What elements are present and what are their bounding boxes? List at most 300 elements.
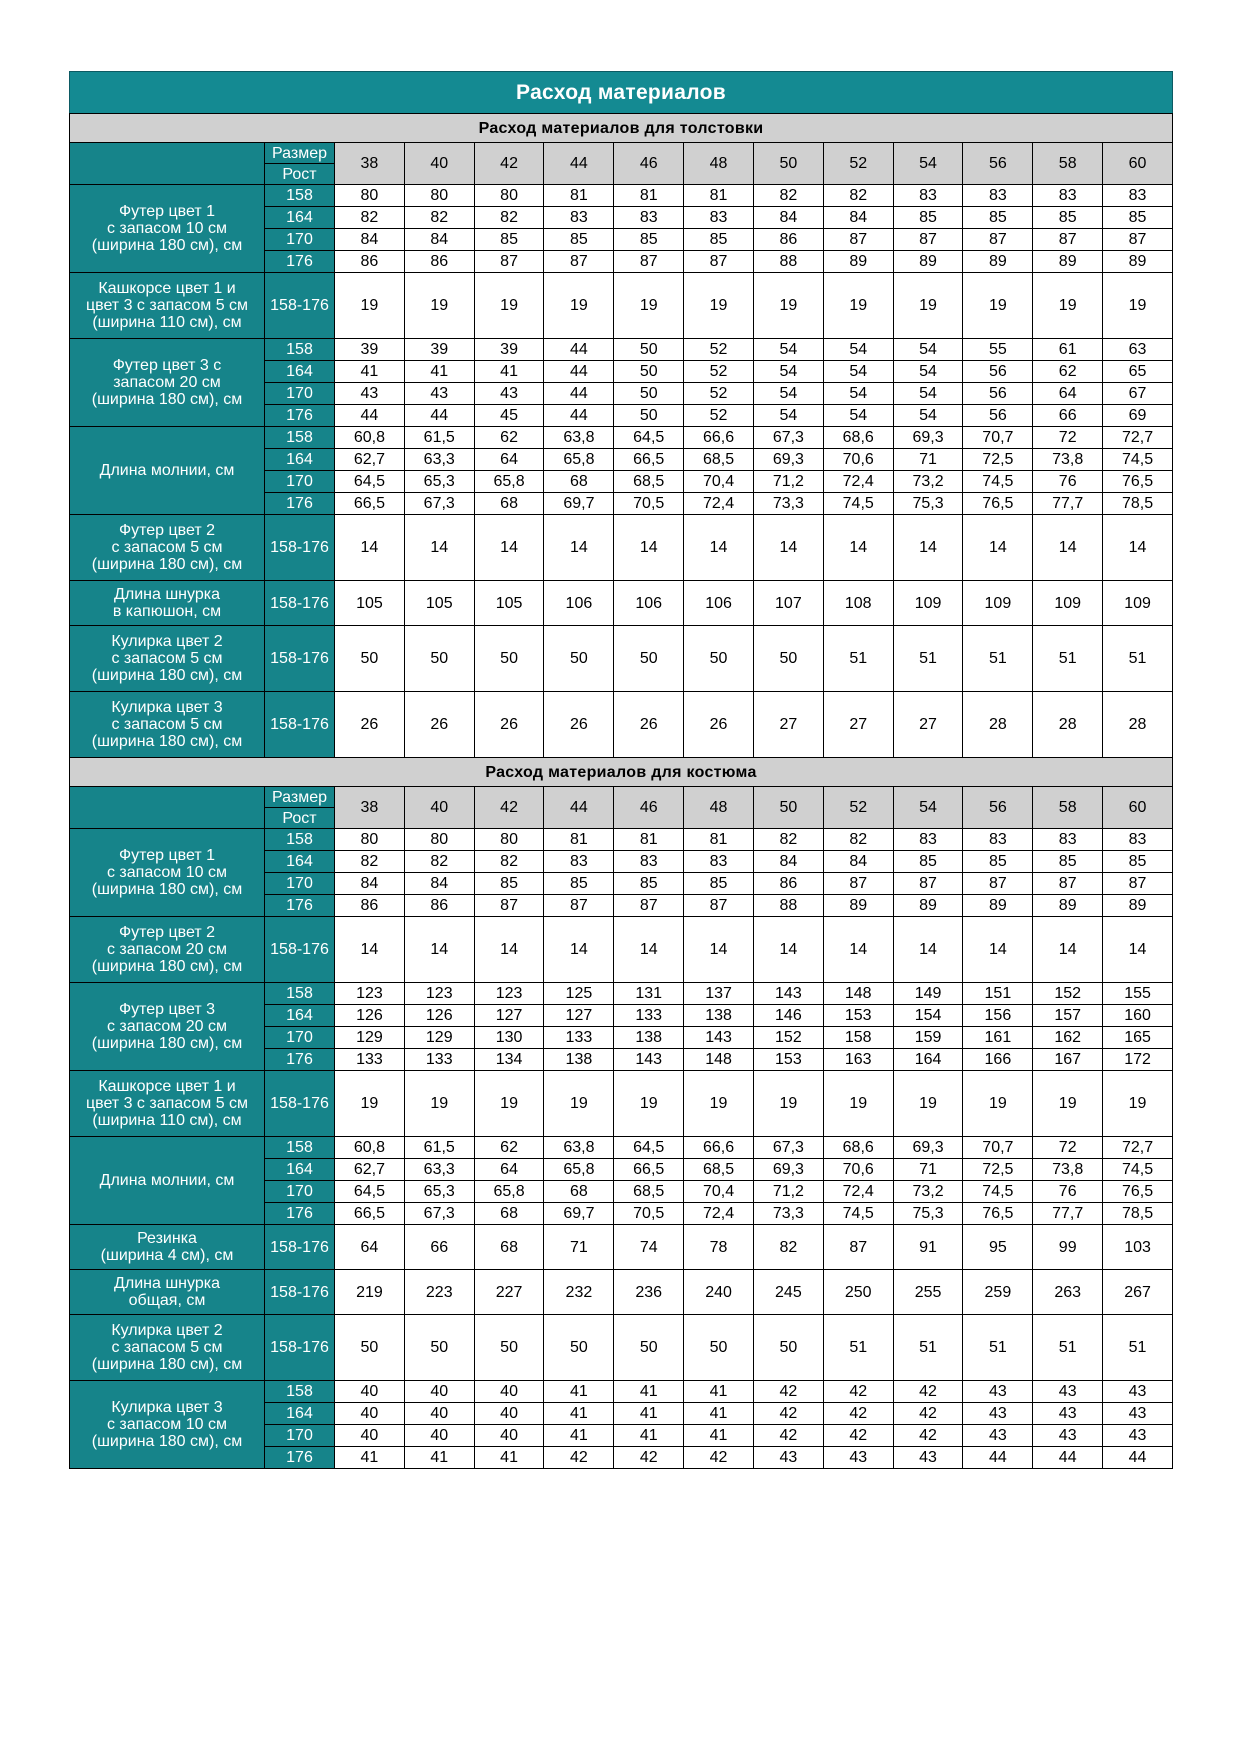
value-cell: 69,3	[893, 1137, 963, 1159]
value-cell: 27	[823, 692, 893, 758]
value-cell: 54	[753, 361, 823, 383]
value-cell: 66,6	[684, 1137, 754, 1159]
value-cell: 68,5	[684, 1159, 754, 1181]
value-cell: 63,3	[404, 1159, 474, 1181]
value-cell: 130	[474, 1027, 544, 1049]
value-cell: 51	[893, 1315, 963, 1381]
size-header: 60	[1103, 787, 1173, 829]
value-cell: 138	[614, 1027, 684, 1049]
value-cell: 64	[474, 449, 544, 471]
value-cell: 78,5	[1103, 1203, 1173, 1225]
value-cell: 87	[614, 895, 684, 917]
value-cell: 41	[404, 1447, 474, 1469]
value-cell: 14	[893, 515, 963, 581]
value-cell: 19	[893, 273, 963, 339]
value-cell: 69,7	[544, 493, 614, 515]
value-cell: 123	[404, 983, 474, 1005]
value-cell: 68	[544, 1181, 614, 1203]
value-cell: 72	[1033, 1137, 1103, 1159]
value-cell: 69,3	[753, 449, 823, 471]
size-header: 48	[684, 787, 754, 829]
value-cell: 85	[474, 873, 544, 895]
value-cell: 41	[614, 1425, 684, 1447]
value-cell: 126	[404, 1005, 474, 1027]
value-cell: 54	[823, 405, 893, 427]
value-cell: 85	[684, 873, 754, 895]
material-label: Длина шнурка общая, см	[70, 1270, 265, 1315]
value-cell: 19	[753, 273, 823, 339]
value-cell: 87	[963, 873, 1033, 895]
value-cell: 40	[404, 1425, 474, 1447]
value-cell: 72	[1033, 427, 1103, 449]
value-cell: 43	[963, 1403, 1033, 1425]
value-cell: 51	[1103, 626, 1173, 692]
table-row	[70, 427, 1173, 449]
value-cell: 85	[1033, 207, 1103, 229]
value-cell: 14	[544, 917, 614, 983]
value-cell: 164	[893, 1049, 963, 1071]
value-cell: 26	[544, 692, 614, 758]
value-cell: 42	[753, 1425, 823, 1447]
value-cell: 55	[963, 339, 1033, 361]
value-cell: 76	[1033, 1181, 1103, 1203]
value-cell: 109	[893, 581, 963, 626]
size-header-row	[70, 143, 1173, 164]
value-cell: 84	[404, 229, 474, 251]
value-cell: 129	[335, 1027, 405, 1049]
value-cell: 43	[1103, 1425, 1173, 1447]
value-cell: 84	[335, 873, 405, 895]
value-cell: 61,5	[404, 427, 474, 449]
value-cell: 41	[335, 361, 405, 383]
value-cell: 82	[753, 185, 823, 207]
value-cell: 83	[614, 207, 684, 229]
value-cell: 39	[335, 339, 405, 361]
height-value: 158-176	[265, 692, 335, 758]
value-cell: 161	[963, 1027, 1033, 1049]
value-cell: 44	[963, 1447, 1033, 1469]
value-cell: 19	[963, 1071, 1033, 1137]
size-header: 38	[335, 143, 405, 185]
value-cell: 152	[1033, 983, 1103, 1005]
value-cell: 83	[893, 185, 963, 207]
value-cell: 41	[684, 1425, 754, 1447]
value-cell: 52	[684, 361, 754, 383]
value-cell: 14	[404, 917, 474, 983]
value-cell: 73,2	[893, 471, 963, 493]
value-cell: 68	[474, 1225, 544, 1270]
value-cell: 157	[1033, 1005, 1103, 1027]
height-value: 158-176	[265, 1315, 335, 1381]
value-cell: 227	[474, 1270, 544, 1315]
value-cell: 82	[753, 829, 823, 851]
value-cell: 39	[474, 339, 544, 361]
material-label: Кулирка цвет 3 с запасом 5 см (ширина 180 см), см	[70, 692, 265, 758]
material-label: Футер цвет 1 с запасом 10 см (ширина 180 см), см	[70, 185, 265, 273]
value-cell: 84	[335, 229, 405, 251]
value-cell: 14	[335, 917, 405, 983]
value-cell: 74,5	[1103, 1159, 1173, 1181]
value-cell: 67,3	[753, 427, 823, 449]
material-label: Футер цвет 2 с запасом 5 см (ширина 180 см), см	[70, 515, 265, 581]
value-cell: 72,4	[823, 471, 893, 493]
value-cell: 64,5	[335, 471, 405, 493]
height-value: 170	[265, 383, 335, 405]
value-cell: 43	[753, 1447, 823, 1469]
value-cell: 72,4	[823, 1181, 893, 1203]
table-row	[70, 1071, 1173, 1137]
value-cell: 40	[474, 1381, 544, 1403]
value-cell: 259	[963, 1270, 1033, 1315]
value-cell: 43	[1103, 1403, 1173, 1425]
value-cell: 70,6	[823, 449, 893, 471]
value-cell: 86	[335, 895, 405, 917]
value-cell: 14	[1103, 917, 1173, 983]
material-label: Кулирка цвет 2 с запасом 5 см (ширина 180 см), см	[70, 626, 265, 692]
value-cell: 85	[474, 229, 544, 251]
value-cell: 74,5	[963, 471, 1033, 493]
value-cell: 240	[684, 1270, 754, 1315]
value-cell: 158	[823, 1027, 893, 1049]
value-cell: 154	[893, 1005, 963, 1027]
value-cell: 63,8	[544, 1137, 614, 1159]
value-cell: 41	[335, 1447, 405, 1469]
value-cell: 81	[544, 185, 614, 207]
value-cell: 61	[1033, 339, 1103, 361]
value-cell: 85	[1103, 207, 1173, 229]
value-cell: 108	[823, 581, 893, 626]
material-label: Футер цвет 2 с запасом 20 см (ширина 180 см), см	[70, 917, 265, 983]
value-cell: 40	[474, 1403, 544, 1425]
value-cell: 80	[474, 829, 544, 851]
value-cell: 68,5	[684, 449, 754, 471]
value-cell: 60,8	[335, 427, 405, 449]
value-cell: 70,4	[684, 1181, 754, 1203]
value-cell: 86	[404, 895, 474, 917]
value-cell: 63	[1103, 339, 1173, 361]
value-cell: 42	[753, 1403, 823, 1425]
value-cell: 52	[684, 405, 754, 427]
value-cell: 109	[1033, 581, 1103, 626]
height-value: 164	[265, 851, 335, 873]
value-cell: 78,5	[1103, 493, 1173, 515]
value-cell: 54	[753, 339, 823, 361]
value-cell: 62	[474, 1137, 544, 1159]
value-cell: 133	[544, 1027, 614, 1049]
value-cell: 88	[753, 895, 823, 917]
value-cell: 43	[1103, 1381, 1173, 1403]
value-cell: 62,7	[335, 449, 405, 471]
value-cell: 50	[684, 1315, 754, 1381]
section-title: Расход материалов для костюма	[70, 758, 1173, 787]
value-cell: 133	[614, 1005, 684, 1027]
size-header: 44	[544, 787, 614, 829]
value-cell: 66	[404, 1225, 474, 1270]
value-cell: 82	[404, 851, 474, 873]
value-cell: 155	[1103, 983, 1173, 1005]
material-label: Кашкорсе цвет 1 и цвет 3 с запасом 5 см (ширина 110 см), см	[70, 273, 265, 339]
value-cell: 19	[823, 1071, 893, 1137]
value-cell: 14	[614, 515, 684, 581]
value-cell: 68,6	[823, 1137, 893, 1159]
value-cell: 80	[335, 829, 405, 851]
value-cell: 41	[474, 1447, 544, 1469]
value-cell: 159	[893, 1027, 963, 1049]
value-cell: 66,5	[614, 1159, 684, 1181]
value-cell: 63,8	[544, 427, 614, 449]
value-cell: 54	[753, 405, 823, 427]
value-cell: 105	[404, 581, 474, 626]
value-cell: 76	[1033, 471, 1103, 493]
value-cell: 14	[893, 917, 963, 983]
value-cell: 81	[614, 829, 684, 851]
value-cell: 50	[614, 361, 684, 383]
value-cell: 64	[474, 1159, 544, 1181]
value-cell: 42	[893, 1425, 963, 1447]
value-cell: 64	[335, 1225, 405, 1270]
value-cell: 14	[823, 515, 893, 581]
height-value: 164	[265, 361, 335, 383]
height-value: 158	[265, 185, 335, 207]
size-header: 60	[1103, 143, 1173, 185]
size-header: 54	[893, 143, 963, 185]
value-cell: 42	[684, 1447, 754, 1469]
value-cell: 19	[404, 1071, 474, 1137]
value-cell: 51	[963, 626, 1033, 692]
value-cell: 42	[544, 1447, 614, 1469]
height-value: 158	[265, 1381, 335, 1403]
value-cell: 68	[474, 1203, 544, 1225]
value-cell: 54	[893, 361, 963, 383]
value-cell: 134	[474, 1049, 544, 1071]
value-cell: 86	[404, 251, 474, 273]
value-cell: 149	[893, 983, 963, 1005]
value-cell: 87	[1103, 873, 1173, 895]
value-cell: 14	[684, 515, 754, 581]
value-cell: 66	[1033, 405, 1103, 427]
value-cell: 50	[544, 626, 614, 692]
value-cell: 160	[1103, 1005, 1173, 1027]
value-cell: 65,8	[474, 471, 544, 493]
value-cell: 82	[753, 1225, 823, 1270]
value-cell: 85	[893, 851, 963, 873]
value-cell: 43	[335, 383, 405, 405]
value-cell: 51	[1033, 1315, 1103, 1381]
value-cell: 14	[684, 917, 754, 983]
height-value: 170	[265, 873, 335, 895]
value-cell: 72,4	[684, 493, 754, 515]
value-cell: 232	[544, 1270, 614, 1315]
value-cell: 81	[684, 185, 754, 207]
value-cell: 103	[1103, 1225, 1173, 1270]
value-cell: 74	[614, 1225, 684, 1270]
value-cell: 41	[474, 361, 544, 383]
size-header: 40	[404, 143, 474, 185]
value-cell: 56	[963, 405, 1033, 427]
value-cell: 60,8	[335, 1137, 405, 1159]
height-value: 164	[265, 207, 335, 229]
value-cell: 74,5	[1103, 449, 1173, 471]
value-cell: 129	[404, 1027, 474, 1049]
value-cell: 14	[963, 515, 1033, 581]
value-cell: 83	[684, 207, 754, 229]
value-cell: 43	[823, 1447, 893, 1469]
value-cell: 14	[474, 515, 544, 581]
value-cell: 86	[753, 229, 823, 251]
value-cell: 88	[753, 251, 823, 273]
value-cell: 87	[1033, 873, 1103, 895]
value-cell: 50	[404, 626, 474, 692]
value-cell: 85	[963, 207, 1033, 229]
size-header: 54	[893, 787, 963, 829]
value-cell: 245	[753, 1270, 823, 1315]
height-value: 176	[265, 251, 335, 273]
value-cell: 219	[335, 1270, 405, 1315]
size-header: 56	[963, 143, 1033, 185]
value-cell: 40	[335, 1403, 405, 1425]
value-cell: 44	[404, 405, 474, 427]
size-header: 50	[753, 787, 823, 829]
value-cell: 39	[404, 339, 474, 361]
value-cell: 19	[1103, 1071, 1173, 1137]
value-cell: 83	[544, 207, 614, 229]
material-label: Длина молнии, см	[70, 1137, 265, 1225]
table-row	[70, 581, 1173, 626]
height-value: 176	[265, 1447, 335, 1469]
size-header: 38	[335, 787, 405, 829]
value-cell: 54	[893, 383, 963, 405]
material-label: Длина молнии, см	[70, 427, 265, 515]
value-cell: 41	[544, 1381, 614, 1403]
value-cell: 50	[335, 1315, 405, 1381]
value-cell: 143	[614, 1049, 684, 1071]
value-cell: 45	[474, 405, 544, 427]
value-cell: 84	[404, 873, 474, 895]
value-cell: 19	[823, 273, 893, 339]
value-cell: 52	[684, 339, 754, 361]
value-cell: 69	[1103, 405, 1173, 427]
value-cell: 87	[614, 251, 684, 273]
height-value: 164	[265, 1159, 335, 1181]
height-value: 158	[265, 427, 335, 449]
value-cell: 87	[1103, 229, 1173, 251]
value-cell: 56	[963, 361, 1033, 383]
table-row	[70, 692, 1173, 758]
value-cell: 89	[963, 251, 1033, 273]
value-cell: 42	[823, 1425, 893, 1447]
table-row	[70, 339, 1173, 361]
value-cell: 14	[614, 917, 684, 983]
value-cell: 54	[823, 361, 893, 383]
value-cell: 44	[335, 405, 405, 427]
value-cell: 40	[335, 1425, 405, 1447]
size-header: 44	[544, 143, 614, 185]
height-value: 158-176	[265, 626, 335, 692]
value-cell: 80	[404, 829, 474, 851]
value-cell: 14	[823, 917, 893, 983]
value-cell: 74,5	[823, 493, 893, 515]
value-cell: 63,3	[404, 449, 474, 471]
value-cell: 153	[823, 1005, 893, 1027]
value-cell: 172	[1103, 1049, 1173, 1071]
value-cell: 27	[753, 692, 823, 758]
value-cell: 43	[963, 1381, 1033, 1403]
value-cell: 109	[963, 581, 1033, 626]
value-cell: 19	[684, 273, 754, 339]
material-label: Футер цвет 3 с запасом 20 см (ширина 180 см), см	[70, 339, 265, 427]
value-cell: 87	[544, 251, 614, 273]
value-cell: 67,3	[753, 1137, 823, 1159]
table-row	[70, 1270, 1173, 1315]
section-title-row	[70, 758, 1173, 787]
value-cell: 65	[1103, 361, 1173, 383]
value-cell: 65,8	[474, 1181, 544, 1203]
value-cell: 165	[1103, 1027, 1173, 1049]
value-cell: 14	[1103, 515, 1173, 581]
height-value: 170	[265, 1181, 335, 1203]
value-cell: 19	[544, 1071, 614, 1137]
table-row	[70, 515, 1173, 581]
height-value: 158-176	[265, 273, 335, 339]
value-cell: 67,3	[404, 1203, 474, 1225]
value-cell: 14	[544, 515, 614, 581]
value-cell: 62,7	[335, 1159, 405, 1181]
value-cell: 43	[963, 1425, 1033, 1447]
value-cell: 66,5	[335, 1203, 405, 1225]
value-cell: 69,3	[753, 1159, 823, 1181]
value-cell: 72,7	[1103, 1137, 1173, 1159]
size-header: 52	[823, 143, 893, 185]
value-cell: 43	[1033, 1403, 1103, 1425]
height-value: 176	[265, 493, 335, 515]
value-cell: 82	[823, 185, 893, 207]
value-cell: 82	[335, 207, 405, 229]
value-cell: 19	[684, 1071, 754, 1137]
height-label: Рост	[265, 808, 335, 829]
value-cell: 41	[544, 1403, 614, 1425]
value-cell: 82	[474, 851, 544, 873]
value-cell: 236	[614, 1270, 684, 1315]
height-label: Рост	[265, 164, 335, 185]
height-value: 158-176	[265, 1225, 335, 1270]
value-cell: 64,5	[614, 1137, 684, 1159]
size-header: 42	[474, 143, 544, 185]
value-cell: 43	[1033, 1381, 1103, 1403]
value-cell: 106	[684, 581, 754, 626]
value-cell: 65,3	[404, 471, 474, 493]
value-cell: 89	[1103, 895, 1173, 917]
size-header: 46	[614, 787, 684, 829]
value-cell: 67	[1103, 383, 1173, 405]
value-cell: 75,3	[893, 1203, 963, 1225]
value-cell: 41	[404, 361, 474, 383]
value-cell: 19	[893, 1071, 963, 1137]
value-cell: 148	[684, 1049, 754, 1071]
value-cell: 61,5	[404, 1137, 474, 1159]
table-row	[70, 1315, 1173, 1381]
value-cell: 41	[684, 1381, 754, 1403]
value-cell: 14	[1033, 917, 1103, 983]
value-cell: 41	[684, 1403, 754, 1425]
value-cell: 40	[474, 1425, 544, 1447]
value-cell: 250	[823, 1270, 893, 1315]
height-value: 158	[265, 1137, 335, 1159]
value-cell: 26	[404, 692, 474, 758]
value-cell: 50	[753, 626, 823, 692]
value-cell: 87	[963, 229, 1033, 251]
value-cell: 76,5	[1103, 471, 1173, 493]
value-cell: 89	[1103, 251, 1173, 273]
